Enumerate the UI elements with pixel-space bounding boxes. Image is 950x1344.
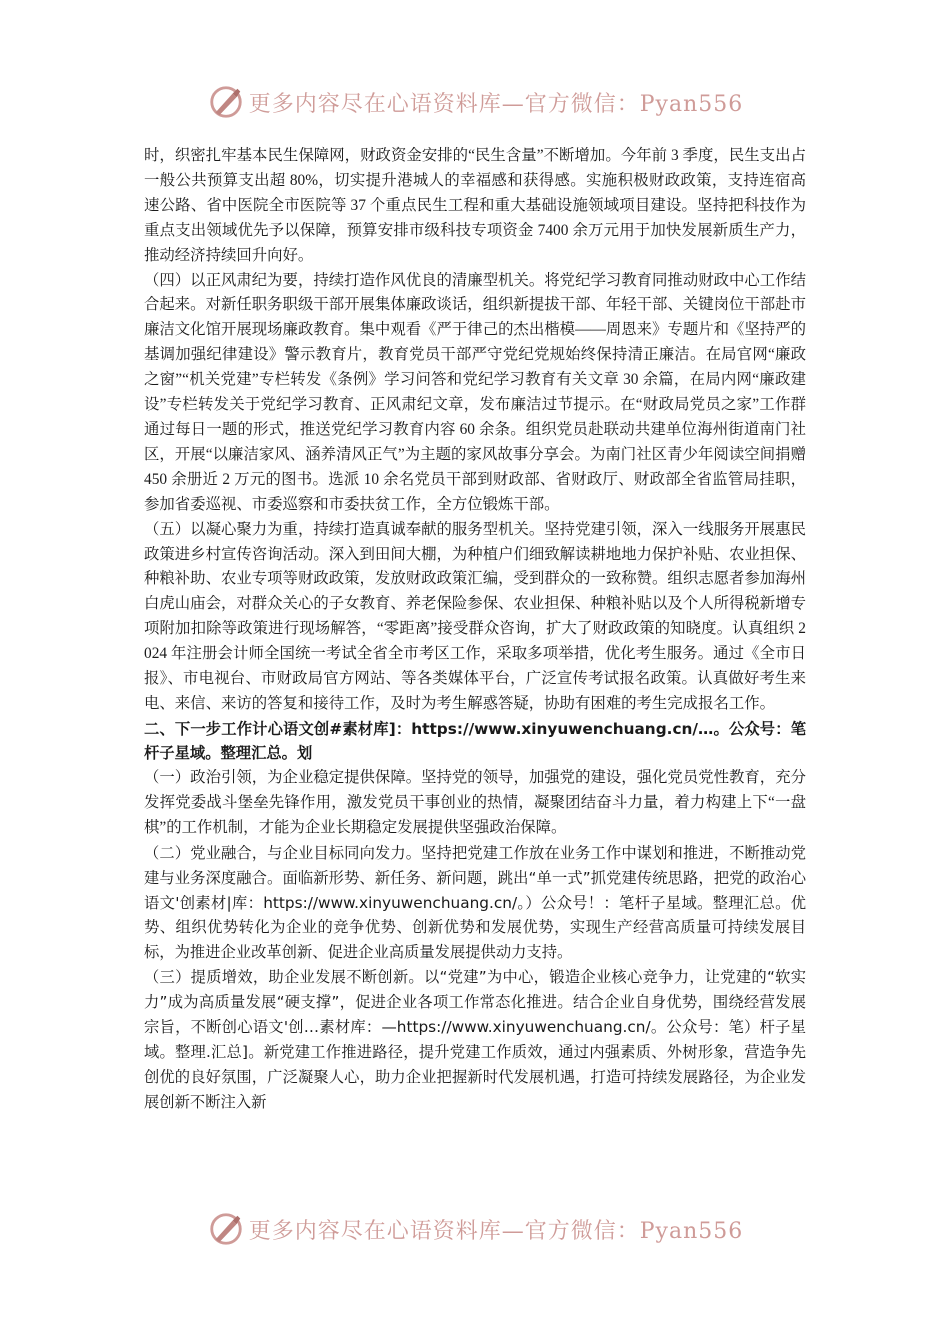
paragraph-quality-efficiency: （三）提质增效，助企业发展不断创新。以“党建”为中心，锻造企业核心竞争力，让党建的“软实力”成为高质量发展“硬支撑”，促进企业各项工作常态化推进。结合企业自身优势，围绕经营发展宗旨，不断创心语文'创…素材库：—https://www.xinyuwenchuang.cn/。公众号：笔）杆子星域。整理.汇总]。新党建工作推进路径，提升党建工作质效，通过内强素质、外树形象，营造争先创优的良好氛围，广泛凝聚人心，助力企业把握新时代发展机遇，打造可持续发展路径，为企业发展创新不断注入新 [144, 968, 806, 1111]
document-body [144, 144, 806, 1115]
paragraph-political-guidance: （一）政治引领，为企业稳定提供保障。坚持党的领导，加强党的建设，强化党员党性教育，充分发挥党委战斗堡垒先锋作用，激发党员干事创业的热情，凝聚团结奋斗力量，着力构建上下“一盘棋”的工作机制，才能为企业长期稳定发展提供坚强政治保障。 [144, 769, 806, 836]
header-watermark-text: 更多内容尽在心语资料库—官方微信：Pyan556 [248, 91, 744, 117]
pen-logo-icon [207, 83, 245, 121]
heading-next-steps: 二、下一步工作计心语文创#素材库]：https://www.xinyuwenchuang.cn/…。公众号：笔杆子星域。整理汇总。划 [144, 719, 806, 763]
header-watermark [0, 82, 950, 122]
paragraph-people-livelihood: 时，织密扎牢基本民生保障网，财政资金安排的“民生含量”不断增加。今年前 3 季度，民生支出占一般公共预算支出超 80%，切实提升港城人的幸福感和获得感。实施积极财政政策，支持连宿高速公路、省中医院全市医院等 37 个重点民生工程和重大基础设施领域项目建设。坚持把科技作为重点支出领域优先予以保障，预算安排市级科技专项资金 7400 余万元用于加快发展新质生产力，推动经济持续回升向好。 [144, 147, 806, 264]
footer-watermark [0, 1209, 950, 1249]
paragraph-section-four: （四）以正风肃纪为要，持续打造作风优良的清廉型机关。将党纪学习教育同推动财政中心工作结合起来。对新任职务职级干部开展集体廉政谈话，组织新提拔干部、年轻干部、关键岗位干部赴市廉洁文化馆开展现场廉政教育。集中观看《严于律己的杰出楷模——周恩来》专题片和《坚持严的基调加强纪律建设》警示教育片，教育党员干部严守党纪党规始终保持清正廉洁。在局官网“廉政之窗”“机关党建”专栏转发《条例》学习问答和党纪学习教育有关文章 30 余篇，在局内网“廉政建设”专栏转发关于党纪学习教育、正风肃纪文章，发布廉洁过节提示。在“财政局党员之家”工作群通过每日一题的形式，推送党纪学习教育内容 60 余条。组织党员赴联动共建单位海州街道南门社区，开展“以廉洁家风、涵养清风正气”为主题的家风故事分享会。为南门社区青少年阅读空间捐赠 450 余册近 2 万元的图书。选派 10 余名党员干部到财政部、省财政厅、财政部全省监管局挂职，参加省委巡视、市委巡察和市委扶贫工作，全方位锻炼干部。 [144, 271, 806, 513]
paragraph-section-five: （五）以凝心聚力为重，持续打造真诚奉献的服务型机关。坚持党建引领，深入一线服务开展惠民政策进乡村宣传咨询活动。深入到田间大棚，为种植户们细致解读耕地地力保护补贴、农业担保、种粮补助、农业专项等财政政策，发放财政政策汇编，受到群众的一致称赞。组织志愿者参加海州白虎山庙会，对群众关心的子女教育、养老保险参保、农业担保、种粮补贴以及个人所得税新增专项附加扣除等政策进行现场解答，“零距离”接受群众咨询，扩大了财政政策的知晓度。认真组织 2024 年注册会计师全国统一考试全省全市考区工作，采取多项举措，优化考生服务。通过《全市日报》、市电视台、市财政局官方网站、等各类媒体平台，广泛宣传考试报名政策。认真做好考生来电、来信、来访的答复和接待工作，及时为考生解惑答疑，协助有困难的考生完成报名工作。 [144, 520, 806, 712]
footer-watermark-text: 更多内容尽在心语资料库—官方微信：Pyan556 [248, 1218, 744, 1244]
paragraph-party-business-integration: （二）党业融合，与企业目标同向发力。坚持把党建工作放在业务工作中谋划和推进，不断推动党建与业务深度融合。面临新形势、新任务、新问题，跳出“单一式”抓党建传统思路，把党的政治心语文'创素材|库：https://www.xinyuwenchuang.cn/。）公众号！：笔杆子星域。整理汇总。优势、组织优势转化为企业的竞争优势、创新优势和发展优势，实现生产经营高质量可持续发展目标，为推进企业改革创新、促进企业高质量发展提供动力支持。 [144, 843, 806, 962]
pen-logo-icon [207, 1210, 245, 1248]
